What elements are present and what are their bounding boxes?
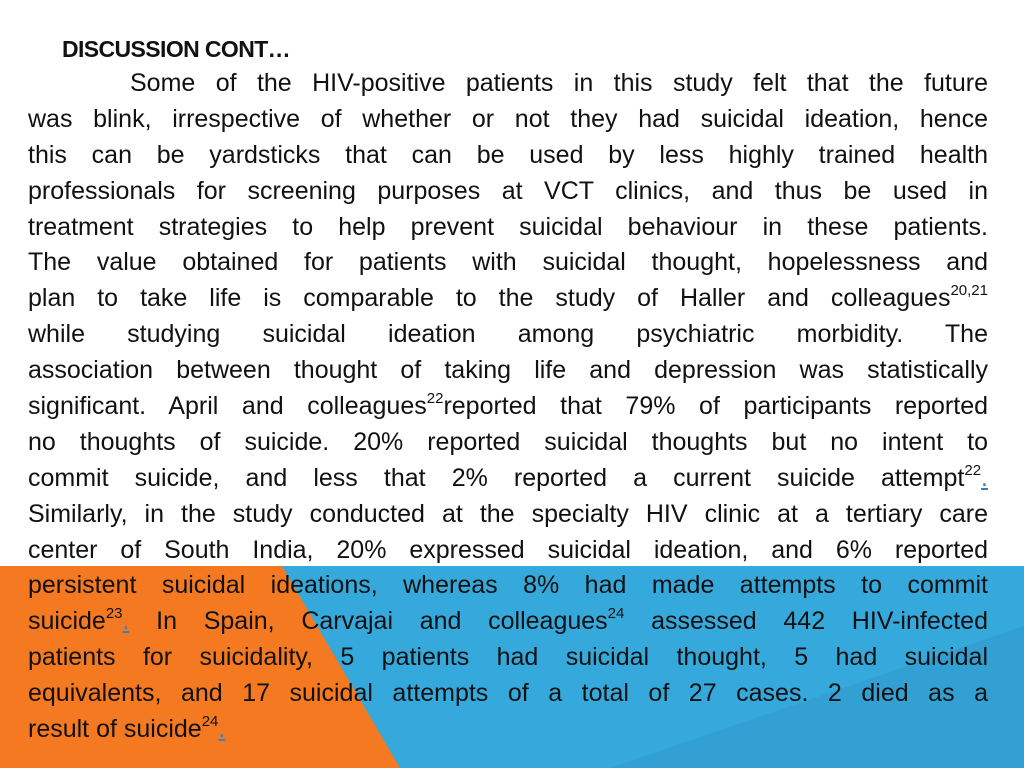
line-text: reported that 79% of participants reported xyxy=(443,392,989,421)
citation-superscript: 23 xyxy=(105,605,123,623)
paragraph-line: patients for suicidality, 5 patients had suicidal thought, 5 had suicidal xyxy=(28,643,988,672)
footnote-link[interactable]: . xyxy=(981,463,988,492)
citation-superscript: 20,21 xyxy=(950,282,988,300)
paragraph-line: The value obtained for patients with suicidal thought, hopelessness and xyxy=(28,248,988,277)
line-text: result of suicide xyxy=(28,715,202,744)
line-text: commit suicide, and less that 2% reported a current suicide attempt xyxy=(28,463,965,492)
discussion-paragraph xyxy=(28,66,988,748)
paragraph-line: association between thought of taking life and depression was statistically xyxy=(28,356,988,385)
footnote-link[interactable]: . xyxy=(122,607,130,636)
line-text: In Spain, Carvajai and colleagues xyxy=(129,607,608,636)
line-text: significant. April and colleagues xyxy=(28,392,427,421)
paragraph-line: while studying suicidal ideation among psychiatric morbidity. The xyxy=(28,320,988,349)
line-text: plan to take life is comparable to the study of Haller and colleagues xyxy=(28,284,951,313)
paragraph-line: Some of the HIV-positive patients in this study felt that the future xyxy=(130,69,988,97)
paragraph-line xyxy=(28,604,988,640)
paragraph-line xyxy=(28,281,988,317)
citation-superscript: 22 xyxy=(426,390,444,408)
line-text: assessed 442 HIV-infected xyxy=(624,607,988,636)
paragraph-line xyxy=(28,461,988,497)
paragraph-line: Similarly, in the study conducted at the specialty HIV clinic at a tertiary care xyxy=(28,499,988,528)
citation-superscript: 22 xyxy=(964,461,982,479)
paragraph-line: center of South India, 20% expressed suicidal ideation, and 6% reported xyxy=(28,535,988,564)
line-text: suicide xyxy=(28,607,106,636)
paragraph-line xyxy=(28,712,988,748)
paragraph-line: equivalents, and 17 suicidal attempts of a total of 27 cases. 2 died as a xyxy=(28,679,988,708)
paragraph-line: professionals for screening purposes at VCT clinics, and thus be used in xyxy=(28,176,988,205)
paragraph-line: no thoughts of suicide. 20% reported suicidal thoughts but no intent to xyxy=(28,427,988,456)
citation-superscript: 24 xyxy=(201,713,219,731)
paragraph-line: treatment strategies to help prevent suicidal behaviour in these patients. xyxy=(28,212,988,241)
footnote-link[interactable]: . xyxy=(218,715,226,744)
paragraph-line: persistent suicidal ideations, whereas 8% had made attempts to commit xyxy=(28,571,988,600)
slide-title: DISCUSSION CONT… xyxy=(62,36,291,62)
paragraph-line: this can be yardsticks that can be used by less highly trained health xyxy=(28,140,988,169)
paragraph-line: was blink, irrespective of whether or not they had suicidal ideation, hence xyxy=(28,104,988,133)
paragraph-line xyxy=(28,389,988,425)
citation-superscript: 24 xyxy=(607,605,625,623)
